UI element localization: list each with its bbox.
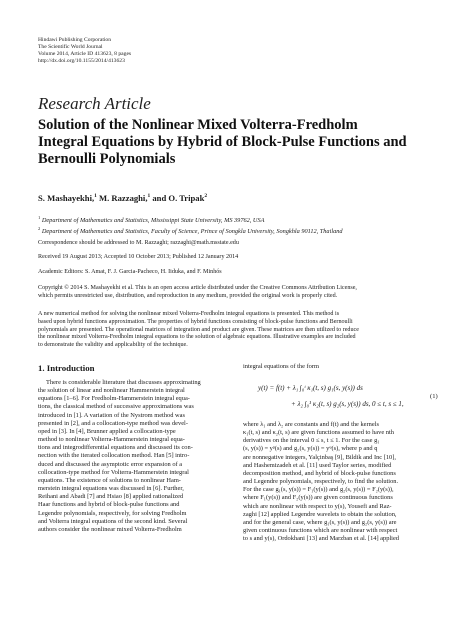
journal-line: The Scientific World Journal [38, 44, 103, 50]
copyright-line: which permits unrestricted use, distribution, and reproduction in any medium, provided the original work is properly cited. [38, 292, 338, 299]
academic-editors: Academic Editors: S. Amat, F. J. Garcia-Pacheco, H. Iiduka, and F. Minhós [38, 269, 222, 275]
equation-line: + λ₂ ∫₀¹ κ₂(t, s) g₂(s, y(s)) ds, 0 ≤ t, s ≤ 1, [291, 400, 404, 408]
body-line: equations [1–6]. For Fredholm-Hammerstein integral equa- [38, 395, 190, 403]
author-affil-mark: 1 [94, 193, 97, 200]
author-affil-mark: 2 [204, 193, 208, 200]
affiliation-mark: 1 [38, 215, 41, 220]
body-line: and Legendre polynomials, respectively, to find the solution. [243, 478, 399, 486]
body-line: equations. The existence of solutions to nonlinear Ham- [38, 476, 181, 484]
body-line: For the case g₁(s, y(s)) = F₁(y(s)) and g₂(s, y(s)) = F₂(y(s)), [243, 486, 394, 494]
affiliation-text: Department of Mathematics and Statistics, Mississippi State University, MS 39762, USA [40, 217, 265, 225]
body-line: Haar functions and hybrid of block-pulse functions and [38, 501, 180, 509]
body-line: nection with the iterated collocation method. Han [5] intro- [38, 452, 190, 460]
body-line: where λ₁ and λ₂ are constants and f(t) and the kernels [243, 421, 379, 428]
author-affil-mark: 1 [147, 193, 151, 200]
body-line: method to nonlinear Volterra-Hammerstein integral equa- [38, 436, 185, 444]
right-column-text [243, 421, 442, 543]
author-list [38, 193, 207, 203]
body-line: decomposition method, and hybrid of block-pulse functions [243, 469, 396, 477]
body-line: integral equations of the form [243, 363, 319, 370]
abstract-line: based upon hybrid functions approximation. The properties of hybrid functions consisting of block-pulse functions and Bernoulli [38, 318, 353, 325]
title-line: Integral Equations by Hybrid of Block-Pulse Functions and [38, 134, 407, 150]
section-heading: 1. Introduction [38, 363, 95, 373]
abstract-line: the nonlinear mixed Volterra-Fredholm integral equations to the solution of algebraic equations. Illustrative examples are included [38, 334, 356, 341]
publisher-line: Hindawi Publishing Corporation [38, 37, 112, 43]
body-line: merstein integral equations was discussed in [6]. Further, [38, 485, 184, 493]
body-line: and Volterra integral equations of the second kind. Several [38, 517, 188, 525]
left-column-text [38, 379, 232, 534]
copyright-notice [38, 285, 440, 301]
abstract-line: to demonstrate the validity and applicability of the technique. [38, 342, 188, 349]
body-line: collocation-type method for Volterra-Hammerstein integral [38, 468, 189, 476]
body-line: to s and y(s), Ordokhani [13] and Marzban et al. [14] applied [243, 535, 399, 543]
title-line: Solution of the Nonlinear Mixed Volterra-Fredholm [38, 117, 358, 133]
abstract-line: A new numerical method for solving the nonlinear mixed Volterra-Fredholm integral equations is presented. This method is [38, 311, 340, 317]
publication-header [38, 37, 131, 65]
abstract-line: polynomials are presented. The operational matrices of integration and product are given. These matrices are then utilized to reduce [38, 326, 359, 333]
article-type: Research Article [38, 94, 151, 113]
body-line: which are nonlinear with respect to y(s), Yousefi and Raz- [243, 502, 392, 510]
title-line: Bernoulli Polynomials [38, 151, 176, 167]
body-line: and Hashemizadeh et al. [11] used Taylor series, modified [243, 461, 392, 469]
body-line: presented in [2], and a collocation-type method was devel- [38, 419, 188, 427]
affiliation [38, 214, 264, 225]
body-line: oped in [3]. In [4], Brunner applied a collocation-type [38, 427, 176, 435]
body-line: (s, y(s)) = yᵖ(s) and g₂(s, y(s)) = yᵠ(s), where p and q [243, 445, 378, 453]
equation-number: (1) [430, 393, 438, 400]
affiliation [38, 225, 343, 236]
author-name: M. Razzaghi, [96, 193, 148, 203]
right-column-intro [243, 363, 442, 371]
correspondence: Correspondence should be addressed to M. Razzaghi; razzaghi@math.msstate.edu [38, 240, 239, 246]
body-line: derivatives on the interval 0 ≤ s, t ≤ 1. For the case g₁ [243, 437, 380, 445]
copyright-line: Copyright © 2014 S. Mashayekhi et al. This is an open access article distributed under the Creative Commons Attribution License, [38, 285, 357, 291]
author-name: and O. Tripak [150, 193, 205, 203]
affiliation-mark: 2 [38, 226, 41, 231]
body-line: given continuous functions which are nonlinear with respect [243, 527, 398, 535]
body-line: introduced in [1]. A variation of the Nystrom method was [38, 411, 185, 419]
body-line: κ₁(t, s) and κ₂(t, s) are given functions assumed to have nth [243, 429, 394, 437]
body-line: There is considerable literature that discusses approximating [46, 379, 201, 386]
body-line: Legendre polynomials, respectively, for solving Fredholm [38, 509, 187, 517]
publication-dates: Received 19 August 2013; Accepted 10 October 2013; Published 12 January 2014 [38, 254, 239, 260]
body-line: tions and integrodifferential equations and discussed its con- [38, 444, 193, 452]
body-line: are nonnegative integers, Yalçinbaş [9], Bildik and Inc [10], [243, 453, 396, 461]
body-line: where F₁(y(s)) and F₂(y(s)) are given continuous functions [243, 494, 393, 502]
abstract [38, 311, 440, 350]
body-line: Reihani and Abadi [7] and Hsiao [8] applied rationalized [38, 493, 184, 501]
body-line: tions, the classical method of successive approximations was [38, 403, 194, 411]
equation-line: y(t) = f(t) + λ₁ ∫₀ᵗ κ₁(t, s) g₁(s, y(s)) ds [258, 384, 363, 392]
body-line: zaghi [12] applied Legendre wavelets to obtain the solution, [243, 510, 397, 518]
body-line: authors consider the nonlinear mixed Volterra-Fredholm [38, 525, 182, 533]
doi-link[interactable]: http://dx.doi.org/10.1155/2014/413623 [38, 58, 125, 64]
body-line: duced and discussed the asymptotic error expansion of a [38, 460, 183, 468]
body-line: the solution of linear and nonlinear Hammerstein integral [38, 387, 185, 395]
affiliation-text: Department of Mathematics and Statistics, Faculty of Science, Prince of Songkla University, Songkhla 90112, Thailand [40, 228, 343, 236]
body-line: and for the general case, where g₁(s, y(s)) and g₂(s, y(s)) are [243, 518, 397, 526]
paper-title [38, 117, 438, 168]
author-name: S. Mashayekhi, [38, 193, 95, 203]
volume-line: Volume 2014, Article ID 413623, 8 pages [38, 51, 132, 57]
